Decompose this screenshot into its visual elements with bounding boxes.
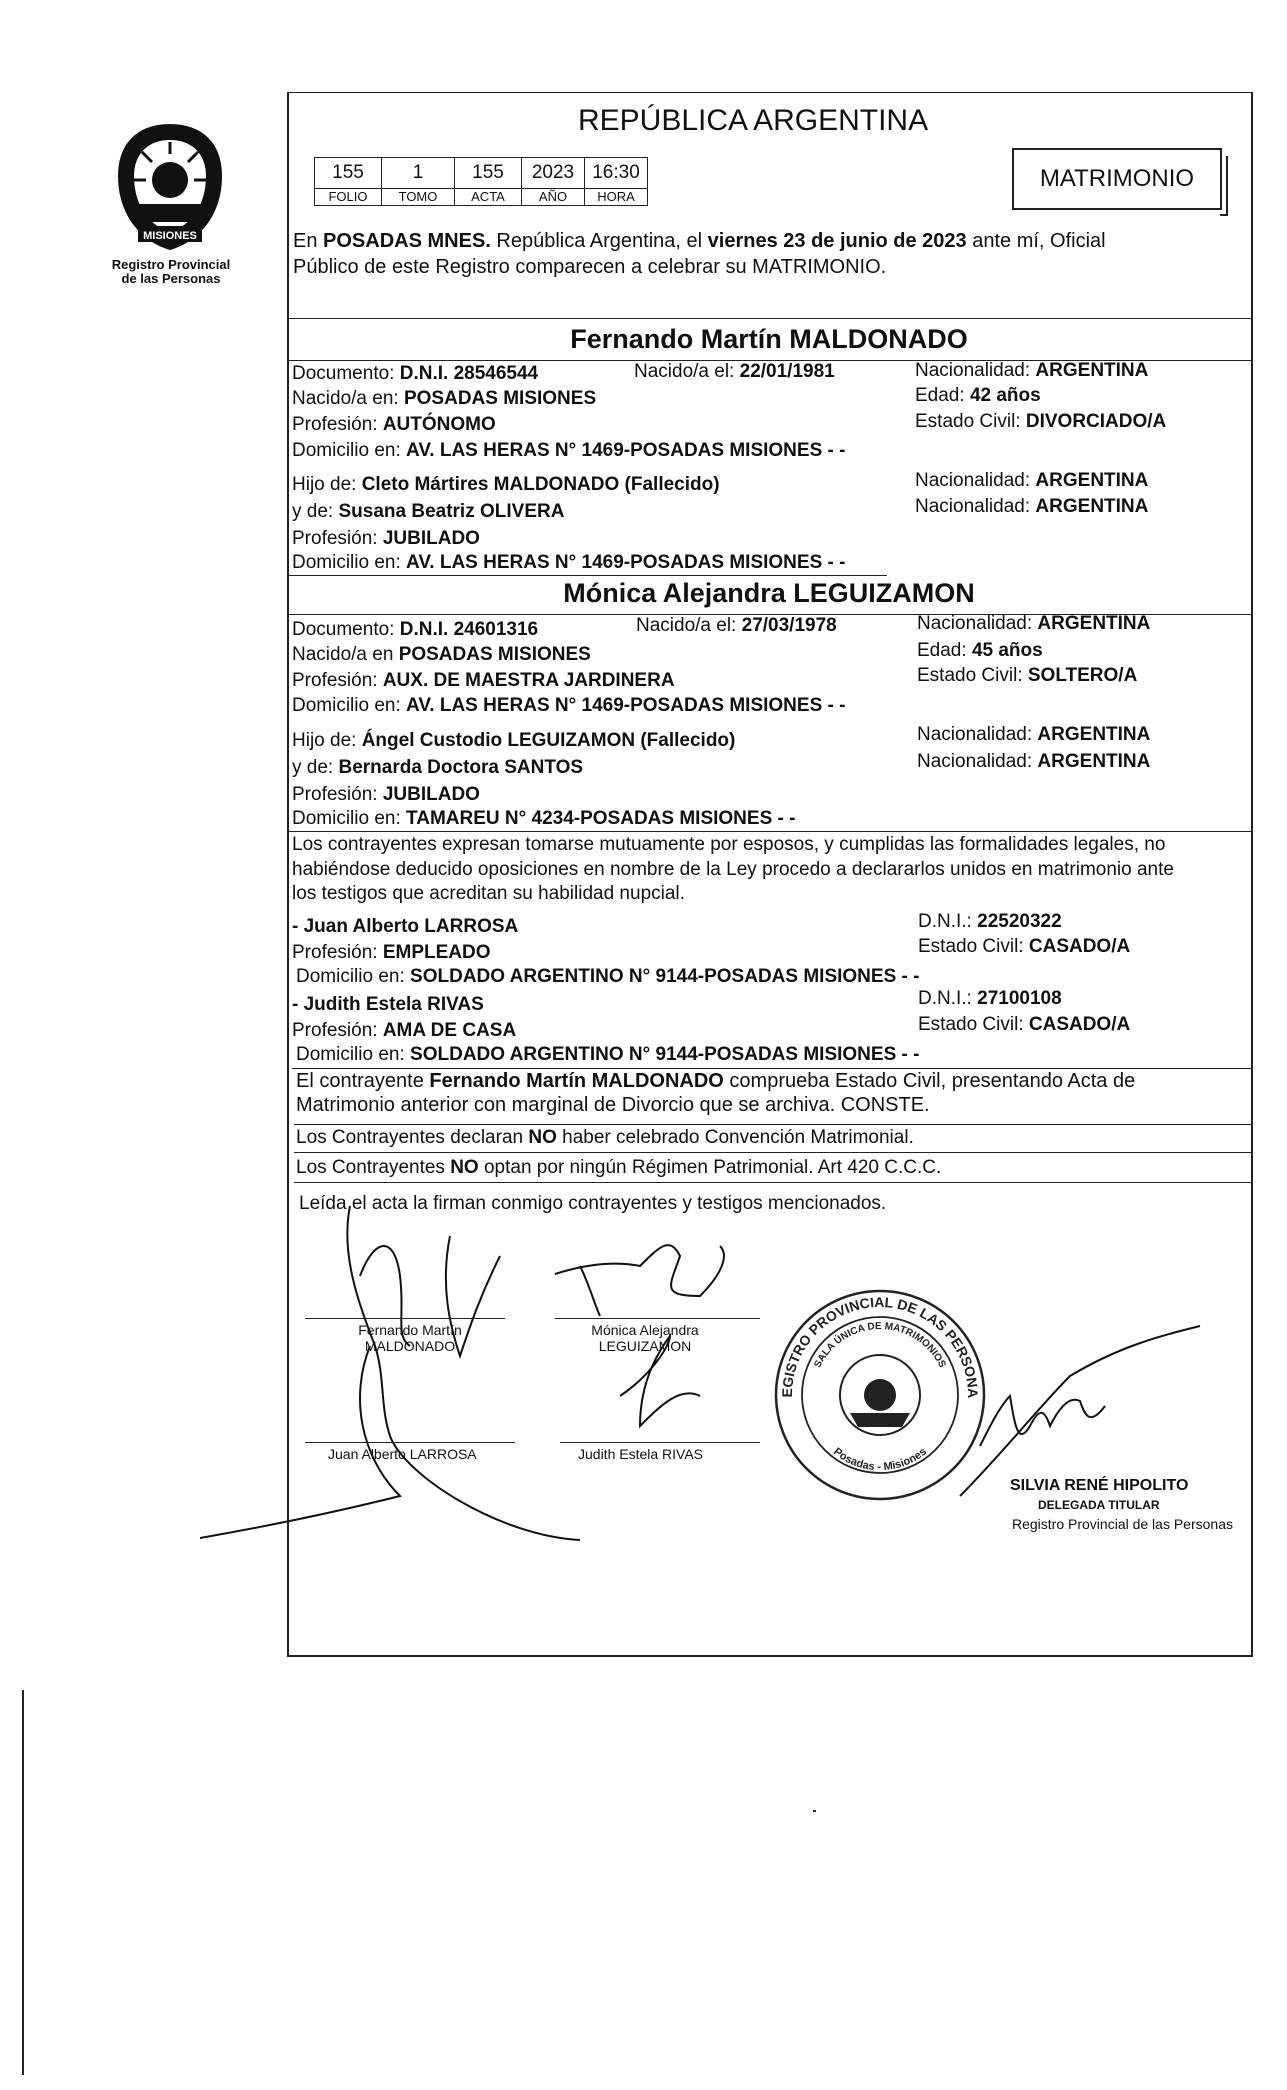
- witness1-dni: D.N.I.: 22520322: [918, 911, 1062, 932]
- spouse1-mother: y de: Susana Beatriz OLIVERA: [292, 501, 565, 522]
- svg-text:Posadas - Misiones: Posadas - Misiones: [831, 1445, 929, 1474]
- spouse2-address: Domicilio en: AV. LAS HERAS N° 1469-POSADAS MISIONES - -: [292, 695, 846, 716]
- svg-text:SALA ÚNICA DE MATRIMONIOS: SALA ÚNICA DE MATRIMONIOS: [812, 1320, 948, 1370]
- witness1-name: - Juan Alberto LARROSA: [292, 916, 519, 937]
- witness2-dni: D.N.I.: 27100108: [918, 988, 1062, 1009]
- spouse2-parents-profession: Profesión: JUBILADO: [292, 784, 480, 805]
- intro-line-2: Público de este Registro comparecen a celebrar su MATRIMONIO.: [293, 256, 887, 278]
- record-ids-table: [314, 157, 648, 206]
- spouse2-age: Edad: 45 años: [917, 640, 1043, 661]
- registry-name: Registro Provincial de las Personas: [111, 257, 231, 286]
- spouse1-birthdate: Nacido/a el: 22/01/1981: [634, 361, 835, 382]
- spouse1-civil-status: Estado Civil: DIVORCIADO/A: [915, 411, 1167, 432]
- signature-label-3: Juan Alberto LARROSA: [328, 1446, 477, 1462]
- spouse1-profession: Profesión: AUTÓNOMO: [292, 414, 496, 435]
- spouse2-birthdate: Nacido/a el: 27/03/1978: [636, 615, 837, 636]
- official-title: DELEGADA TITULAR: [1038, 1498, 1160, 1512]
- witness2-name: - Judith Estela RIVAS: [292, 994, 484, 1015]
- signatures-intro: Leída el acta la firman conmigo contrayentes y testigos mencionados.: [299, 1193, 887, 1214]
- official-stamp: [770, 1285, 990, 1505]
- acta-value: 155: [455, 158, 522, 189]
- record-type-box: MATRIMONIO: [1012, 148, 1222, 210]
- anio-label: AÑO: [522, 189, 585, 206]
- tomo-label: TOMO: [382, 189, 455, 206]
- folio-value: 155: [315, 158, 382, 189]
- witness2-civil-status: Estado Civil: CASADO/A: [918, 1014, 1131, 1035]
- signature-label-4: Judith Estela RIVAS: [578, 1446, 704, 1462]
- left-edge-mark: [22, 1690, 24, 2075]
- spouse1-father: Hijo de: Cleto Mártires MALDONADO (Fallecido): [292, 474, 720, 495]
- convention-note: Los Contrayentes declaran NO haber celebrado Convención Matrimonial.: [296, 1127, 914, 1148]
- signature-line-4: [560, 1442, 760, 1443]
- regime-note: Los Contrayentes NO optan por ningún Régimen Patrimonial. Art 420 C.C.C.: [296, 1157, 942, 1178]
- spouse1-address: Domicilio en: AV. LAS HERAS N° 1469-POSADAS MISIONES - -: [292, 440, 846, 461]
- spouse1-nationality: Nacionalidad: ARGENTINA: [915, 360, 1149, 381]
- tomo-value: 1: [382, 158, 455, 189]
- declaration-line-3: los testigos que acreditan su habilidad nupcial.: [292, 883, 685, 904]
- spouse2-father: Hijo de: Ángel Custodio LEGUIZAMON (Fallecido): [292, 730, 736, 751]
- registry-logo: [106, 118, 234, 256]
- page-speck: [813, 1810, 816, 1812]
- civil-status-note-line-1: El contrayente Fernando Martín MALDONADO comprueba Estado Civil, presentando Acta de: [296, 1070, 1136, 1092]
- spouse2-mother: y de: Bernarda Doctora SANTOS: [292, 757, 584, 778]
- spouse1-age: Edad: 42 años: [915, 385, 1041, 406]
- signature-line-3: [305, 1442, 515, 1443]
- acta-label: ACTA: [455, 189, 522, 206]
- witness1-address: Domicilio en: SOLDADO ARGENTINO N° 9144-POSADAS MISIONES - -: [296, 966, 920, 987]
- signature-line-1: [305, 1318, 505, 1319]
- spouse1-document: Documento: D.N.I. 28546544: [292, 363, 539, 384]
- hora-value: 16:30: [585, 158, 648, 189]
- spouse2-nationality: Nacionalidad: ARGENTINA: [917, 613, 1151, 634]
- spouse1-father-nationality: Nacionalidad: ARGENTINA: [915, 470, 1149, 491]
- spouse2-birthplace: Nacido/a en POSADAS MISIONES: [292, 644, 591, 665]
- hora-label: HORA: [585, 189, 648, 206]
- spouse2-profession: Profesión: AUX. DE MAESTRA JARDINERA: [292, 670, 675, 691]
- spouse2-name: Mónica Alejandra LEGUIZAMON: [563, 578, 975, 608]
- intro-line-1: En POSADAS MNES. República Argentina, el viernes 23 de junio de 2023 ante mí, Oficial: [293, 230, 1106, 252]
- civil-status-note-line-2: Matrimonio anterior con marginal de Divorcio que se archiva. CONSTE.: [296, 1094, 930, 1116]
- official-office: Registro Provincial de las Personas: [1012, 1516, 1233, 1532]
- anio-value: 2023: [522, 158, 585, 189]
- spouse1-name: Fernando Martín MALDONADO: [570, 324, 968, 354]
- spouse1-parents-address: Domicilio en: AV. LAS HERAS N° 1469-POSADAS MISIONES - -: [292, 552, 846, 573]
- signature-line-2: [555, 1318, 760, 1319]
- signature-label-2: Mónica Alejandra LEGUIZAMON: [591, 1322, 699, 1354]
- spouse1-birthplace: Nacido/a en: POSADAS MISIONES: [292, 388, 597, 409]
- witness1-civil-status: Estado Civil: CASADO/A: [918, 936, 1131, 957]
- signature-label-1: Fernando Martín MALDONADO: [358, 1322, 462, 1354]
- spouse2-document: Documento: D.N.I. 24601316: [292, 619, 539, 640]
- folio-label: FOLIO: [315, 189, 382, 206]
- spouse1-parents-profession: Profesión: JUBILADO: [292, 528, 480, 549]
- witness2-profession: Profesión: AMA DE CASA: [292, 1020, 517, 1041]
- svg-text:MISIONES: MISIONES: [143, 230, 197, 242]
- spouse2-father-nationality: Nacionalidad: ARGENTINA: [917, 724, 1151, 745]
- spouse2-mother-nationality: Nacionalidad: ARGENTINA: [917, 751, 1151, 772]
- spouse1-mother-nationality: Nacionalidad: ARGENTINA: [915, 496, 1149, 517]
- declaration-line-2: habiéndose deducido oposiciones en nombre de la Ley procedo a declararlos unidos en matrimonio ante: [292, 859, 1174, 880]
- witness1-profession: Profesión: EMPLEADO: [292, 942, 491, 963]
- country-title: REPÚBLICA ARGENTINA: [578, 104, 929, 137]
- spouse2-parents-address: Domicilio en: TAMAREU N° 4234-POSADAS MISIONES - -: [292, 808, 796, 829]
- svg-text:REGISTRO PROVINCIAL DE LAS PER: EGISTRO PROVINCIAL DE LAS PERSONA: [778, 1293, 982, 1399]
- official-name: SILVIA RENÉ HIPOLITO: [1010, 1477, 1189, 1494]
- spouse2-civil-status: Estado Civil: SOLTERO/A: [917, 665, 1138, 686]
- declaration-line-1: Los contrayentes expresan tomarse mutuamente por esposos, y cumplidas las formalidades legales, no: [292, 834, 1166, 855]
- witness2-address: Domicilio en: SOLDADO ARGENTINO N° 9144-POSADAS MISIONES - -: [296, 1044, 920, 1065]
